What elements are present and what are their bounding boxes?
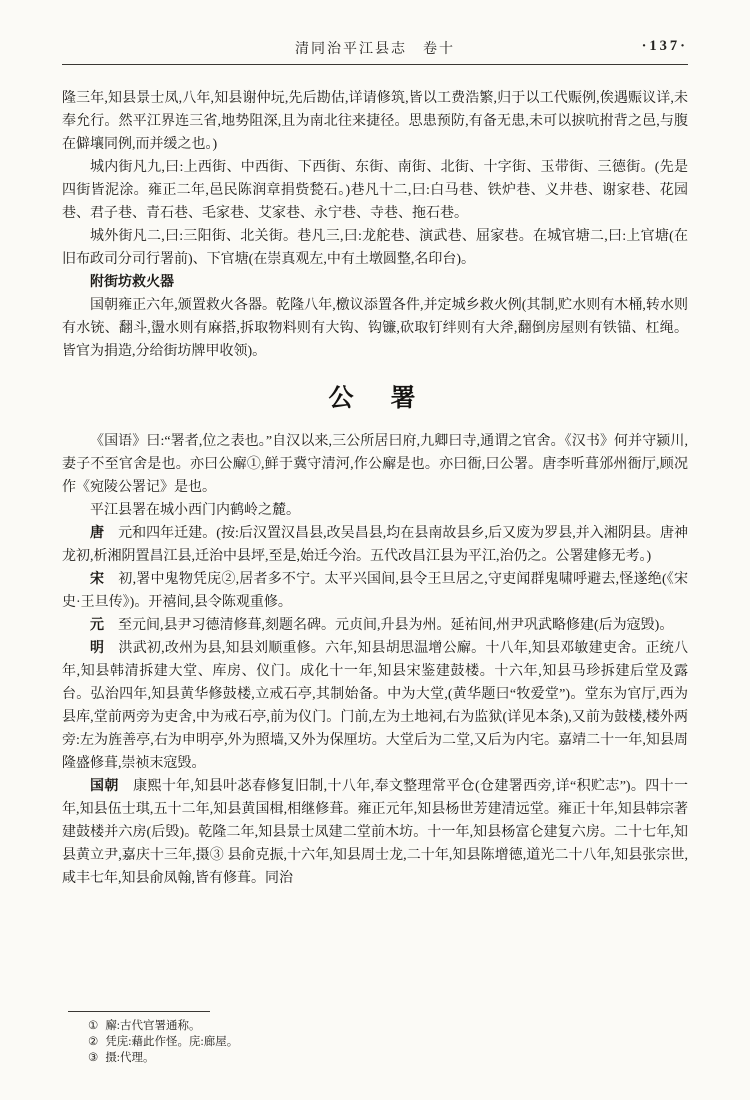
page-number: ·137·: [641, 38, 688, 54]
paragraph: [62, 294, 688, 363]
paragraph: [62, 568, 688, 614]
section-title: 公 署: [328, 385, 422, 412]
page-body: [62, 87, 688, 890]
footnote-text: 廨:古代官署通称。: [105, 1020, 201, 1032]
footnote-marker: ①: [88, 1020, 99, 1032]
paragraph: [62, 637, 688, 775]
paragraph: [62, 522, 688, 568]
footnotes-section: [62, 1011, 688, 1066]
running-header: [62, 38, 688, 62]
paragraph: [62, 225, 688, 271]
paragraph: [62, 499, 688, 522]
subsection-heading: [62, 271, 688, 294]
paragraph-text: 城外街凡二,曰:三阳街、北关街。巷凡三,曰:龙舵巷、演武巷、屈家巷。在城官塘二,曰:上官塘(在旧布政司分司行署前)、下官塘(在崇真观左,中有土墩圆整,名印台)。: [62, 229, 688, 267]
page-header: [62, 38, 688, 65]
paragraph: [62, 156, 688, 225]
paragraph-text: 至元间,县尹习德清修葺,刻题名碑。元贞间,升县为州。延祐间,州尹巩武略修建(后为寇毁)。: [118, 618, 674, 633]
paragraph: [62, 614, 688, 637]
footnote-rule: [68, 1011, 210, 1012]
footnote-marker: ③: [88, 1052, 99, 1064]
footnote-marker: ②: [88, 1036, 99, 1048]
subsection-heading-text: 附街坊救火器: [90, 275, 174, 290]
paragraph-text: 初,署中鬼物凭庑②,居者多不宁。太平兴国间,县令王旦居之,守吏闻群鬼啸呼避去,怪遂绝(《宋史·王旦传》)。开禧间,县令陈观重修。: [62, 572, 688, 610]
footnote-item: [62, 1034, 688, 1050]
footnote-item: [62, 1018, 688, 1034]
dynasty-label: 国朝: [90, 779, 134, 794]
dynasty-label: 唐: [90, 526, 119, 541]
paragraph-text: 元和四年迁建。(按:后汉置汉昌县,改吴昌县,均在县南故县乡,后又废为罗县,并入湘阴县。唐神龙初,析湘阴置昌江县,迁治中县坪,至是,始迁今治。五代改昌江县为平江,治仍之。公署建修无考。): [62, 526, 688, 564]
paragraph-text: 隆三年,知县景士凤,八年,知县谢仲坃,先后勘估,详请修筑,皆以工费浩繁,归于以工代赈例,俟遇赈议详,未奉允行。然平江界连三省,地势阻深,且为南北往来捷径。思患预防,有备无患,未可以捩吭拊背之邑,与腹在僻壤同例,而并缓之也。): [62, 91, 688, 152]
book-title: 清同治平江县志 卷十: [295, 42, 455, 57]
paragraph-text: 《国语》曰:“署者,位之表也。”自汉以来,三公所居曰府,九卿曰寺,通谓之官舍。《汉书》何并守颍川,妻子不至官舍是也。亦曰公廨①,鲜于冀守清河,作公廨是也。亦曰衙,曰公署。唐李听葺邠州衙厅,顾况作《宛陵公署记》是也。: [62, 434, 688, 495]
paragraph-text: 国朝雍正六年,颁置救火各器。乾隆八年,檄议添置各件,并定城乡救火例(其制,贮水则有木桶,转水则有水铳、翻斗,盪水则有麻搭,拆取物料则有大钩、钩镰,砍取钉绊则有大斧,翻倒房屋则有铁锚、杠绳。皆官为捐造,分给街坊牌甲收领)。: [62, 298, 688, 359]
paragraph: [62, 775, 688, 890]
paragraph: [62, 430, 688, 499]
paragraph-text: 城内街凡九,曰:上西街、中西街、下西街、东街、南街、北街、十字街、玉带街、三德街。(先是四街皆泥涂。雍正二年,邑民陈润章捐赀甃石。)巷凡十二,曰:白马巷、铁炉巷、义井巷、谢家巷、花园巷、君子巷、青石巷、毛家巷、艾家巷、永宁巷、寺巷、拖石巷。: [62, 160, 688, 221]
paragraph-text: 康熙十年,知县叶苾春修复旧制,十八年,奉文整理常平仓(仓建署西旁,详“积贮志”)。四十一年,知县伍士琪,五十二年,知县黄国楫,相继修葺。雍正元年,知县杨世芳建清远堂。雍正十年,知县韩宗著建鼓楼并六房(后毁)。乾隆二年,知县景士凤建二堂前木坊。十一年,知县杨富仑建复六房。二十七年,知县黄立尹,嘉庆十三年,摄③ 县俞克振,十六年,知县周士龙,二十年,知县陈增德,道光二十八年,知县张宗世,咸丰七年,知县俞凤翰,皆有修葺。同治: [62, 779, 689, 886]
paragraph-text: 洪武初,改州为县,知县刘顺重修。六年,知县胡思温增公廨。十八年,知县邓敏建吏舍。正统八年,知县韩清拆建大堂、库房、仪门。成化十一年,知县宋鉴建鼓楼。十六年,知县马珍拆建后堂及露台。弘治四年,知县黄华修鼓楼,立戒石亭,其制始备。中为大堂,(黄华题曰“牧爱堂”)。堂东为官厅,西为县库,堂前两旁为吏舍,中为戒石亭,前为仪门。门前,左为土地祠,右为监狱(详见本条),又前为鼓楼,楼外两旁:左为旌善亭,右为申明亭,外为照墙,又外为保厘坊。大堂后为二堂,又后为内宅。嘉靖二十一年,知县周隆盛修葺,崇祯末寇毁。: [62, 641, 689, 771]
dynasty-label: 元: [90, 618, 118, 633]
footnote-text: 凭庑:藉此作怪。庑:廊屋。: [105, 1036, 239, 1048]
footnote-text: 摄:代理。: [105, 1052, 155, 1064]
footnote-item: [62, 1050, 688, 1066]
paragraph-text: 平江县署在城小西门内鹤岭之麓。: [90, 503, 300, 518]
paragraph: [62, 87, 688, 156]
header-rule: [62, 64, 688, 65]
dynasty-label: 宋: [90, 572, 119, 587]
dynasty-label: 明: [90, 641, 119, 656]
